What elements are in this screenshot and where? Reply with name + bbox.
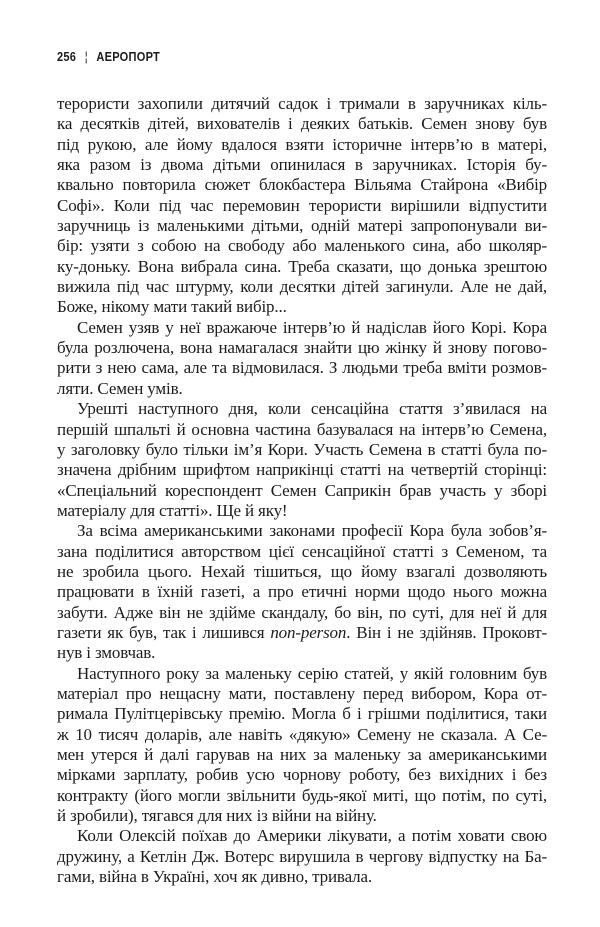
line-text: квально повторила сюжет блокбастера Вільяма Стайрона «Вибір — [57, 175, 547, 195]
text-line — [57, 786, 547, 806]
text-line — [57, 318, 547, 338]
line-text: першій шпальті й основна частина базувалася на інтерв’ю Семена, — [57, 419, 547, 439]
line-text: була розлючена, вона намагалася знайти цю жінку й знову погово- — [57, 338, 547, 358]
running-header — [57, 49, 160, 64]
text-line — [57, 155, 547, 175]
text-line — [57, 379, 547, 399]
text-line — [57, 704, 547, 724]
text-line — [57, 257, 547, 277]
line-text: мен утерся й далі гарував на них за маленьку за американськими — [57, 745, 547, 764]
text-line — [57, 277, 547, 297]
text-line — [57, 358, 547, 378]
header-separator: ¦ — [84, 49, 88, 64]
text-line — [57, 725, 547, 745]
page-body-text — [57, 94, 547, 927]
line-text: контракту (його могли звільнити будь-якої миті, що потім, по суті, — [57, 785, 547, 805]
text-line — [57, 664, 547, 684]
text-line — [57, 542, 547, 562]
italic-term: non-person — [270, 622, 347, 642]
text-line — [57, 399, 547, 419]
line-text: матеріалу для статті». Ще й яку! — [57, 500, 288, 520]
line-text: бір: узяти з собою на свободу або маленького сина, або школяр- — [57, 236, 547, 256]
text-line — [57, 623, 547, 643]
line-text: заручниць із маленькими дітьми, одній матері запропонували ви- — [57, 216, 547, 236]
text-line — [57, 338, 547, 358]
paragraph — [57, 664, 547, 827]
paragraph — [57, 318, 547, 399]
text-line — [57, 643, 547, 663]
line-text: матеріал про нещасну мати, поставлену перед вибором, Кора от- — [57, 683, 547, 703]
line-text-continued: . Він і не здійняв. Проковт- — [346, 622, 548, 642]
line-text: ка десятків дітей, вихователів і деяких батьків. Семен знову був — [57, 114, 547, 134]
paragraph — [57, 399, 547, 521]
text-line — [57, 867, 547, 887]
line-text: За всіма американськими законами професії Кора була зобов’я- — [77, 521, 547, 541]
line-text: зана поділитися авторством цієї сенсаційної статті з Семеном, та — [57, 541, 547, 561]
line-text: у заголовку було тільки ім’я Кори. Участь Семена в статті була по- — [57, 439, 547, 459]
text-line — [57, 826, 547, 846]
line-text: нув і змовчав. — [57, 643, 156, 663]
text-line — [57, 745, 547, 765]
line-text: римала Пулітцерівську премію. Могла б і грішми поділитися, таки — [57, 704, 547, 724]
text-line — [57, 562, 547, 582]
line-text: Боже, нікому мати такий вибір... — [57, 297, 287, 317]
text-line — [57, 481, 547, 501]
line-text: Наступного року за маленьку серію статей, у якій головним був — [77, 663, 547, 683]
text-line — [57, 440, 547, 460]
line-text: ж 10 тисяч доларів, але навіть «дякую» Семену не сказала. А Се- — [57, 724, 547, 744]
text-line — [57, 501, 547, 521]
page-number: 256 — [57, 49, 77, 64]
text-line — [57, 765, 547, 785]
text-line — [57, 236, 547, 256]
line-text: терористи захопили дитячий садок і тримали в заручниках кіль- — [57, 94, 547, 113]
paragraph — [57, 826, 547, 887]
text-line — [57, 684, 547, 704]
text-line — [57, 175, 547, 195]
line-text: й зробили), тягався для них із війни на війну. — [57, 806, 377, 826]
line-text: Урешті наступного дня, коли сенсаційна стаття з’явилася на — [77, 399, 547, 419]
line-text: працювати в їхній газеті, а про етичні норми щодо нього можна — [57, 582, 547, 602]
text-line — [57, 806, 547, 826]
text-line — [57, 420, 547, 440]
running-title: АЕРОПОРТ — [96, 49, 161, 64]
text-line — [57, 135, 547, 155]
line-text: Коли Олексій поїхав до Америки лікувати, а потім ховати свою — [77, 826, 547, 846]
line-text: Семен узяв у неї вражаюче інтерв’ю й надіслав його Корі. Кора — [77, 317, 547, 337]
line-text: мірками зарплату, робив усю чорнову роботу, без вихідних і без — [57, 765, 547, 785]
text-line — [57, 582, 547, 602]
text-line — [57, 114, 547, 134]
paragraph — [57, 521, 547, 663]
line-text: дружину, а Кетлін Дж. Вотерс вирушила в чергову відпустку на Ба- — [57, 846, 547, 866]
text-line — [57, 460, 547, 480]
text-line — [57, 847, 547, 867]
line-text: ляти. Семен умів. — [57, 378, 183, 398]
text-line — [57, 297, 547, 317]
paragraph — [57, 94, 547, 318]
line-text: ку-доньку. Вона вибрала сина. Треба сказати, що донька зрештою — [57, 256, 547, 276]
line-text: яка разом із двома дітьми опинилася в заручниках. Історія бу- — [57, 155, 547, 175]
line-text: «Спеціальний кореспондент Семен Саприкін брав участь у зборі — [57, 480, 547, 500]
line-text: Софі». Коли під час перемовин терористи вирішили відпустити — [57, 195, 547, 215]
line-text: вижила під час штурму, коли десятки дітей загинули. Але не дай, — [57, 277, 547, 297]
line-text: рити з нею сама, але та відмовилася. З людьми треба вміти розмов- — [57, 358, 547, 378]
text-line — [57, 196, 547, 216]
line-text: забути. Адже він не здійме скандалу, бо він, по суті, для неї й для — [57, 602, 547, 622]
line-text: під рукою, але йому вдалося взяти історичне інтерв’ю в матері, — [57, 134, 547, 154]
line-text: гами, війна в Україні, хоч як дивно, тривала. — [57, 867, 372, 887]
text-line — [57, 521, 547, 541]
text-line — [57, 603, 547, 623]
line-text: значена дрібним шрифтом наприкінці статті на четвертій сторінці: — [57, 460, 547, 480]
line-text: газети як був, так і лишився — [57, 622, 271, 642]
text-line — [57, 216, 547, 236]
text-line — [57, 94, 547, 114]
line-text: не зробила цього. Нехай тішиться, що йому взагалі дозволяють — [57, 561, 547, 581]
